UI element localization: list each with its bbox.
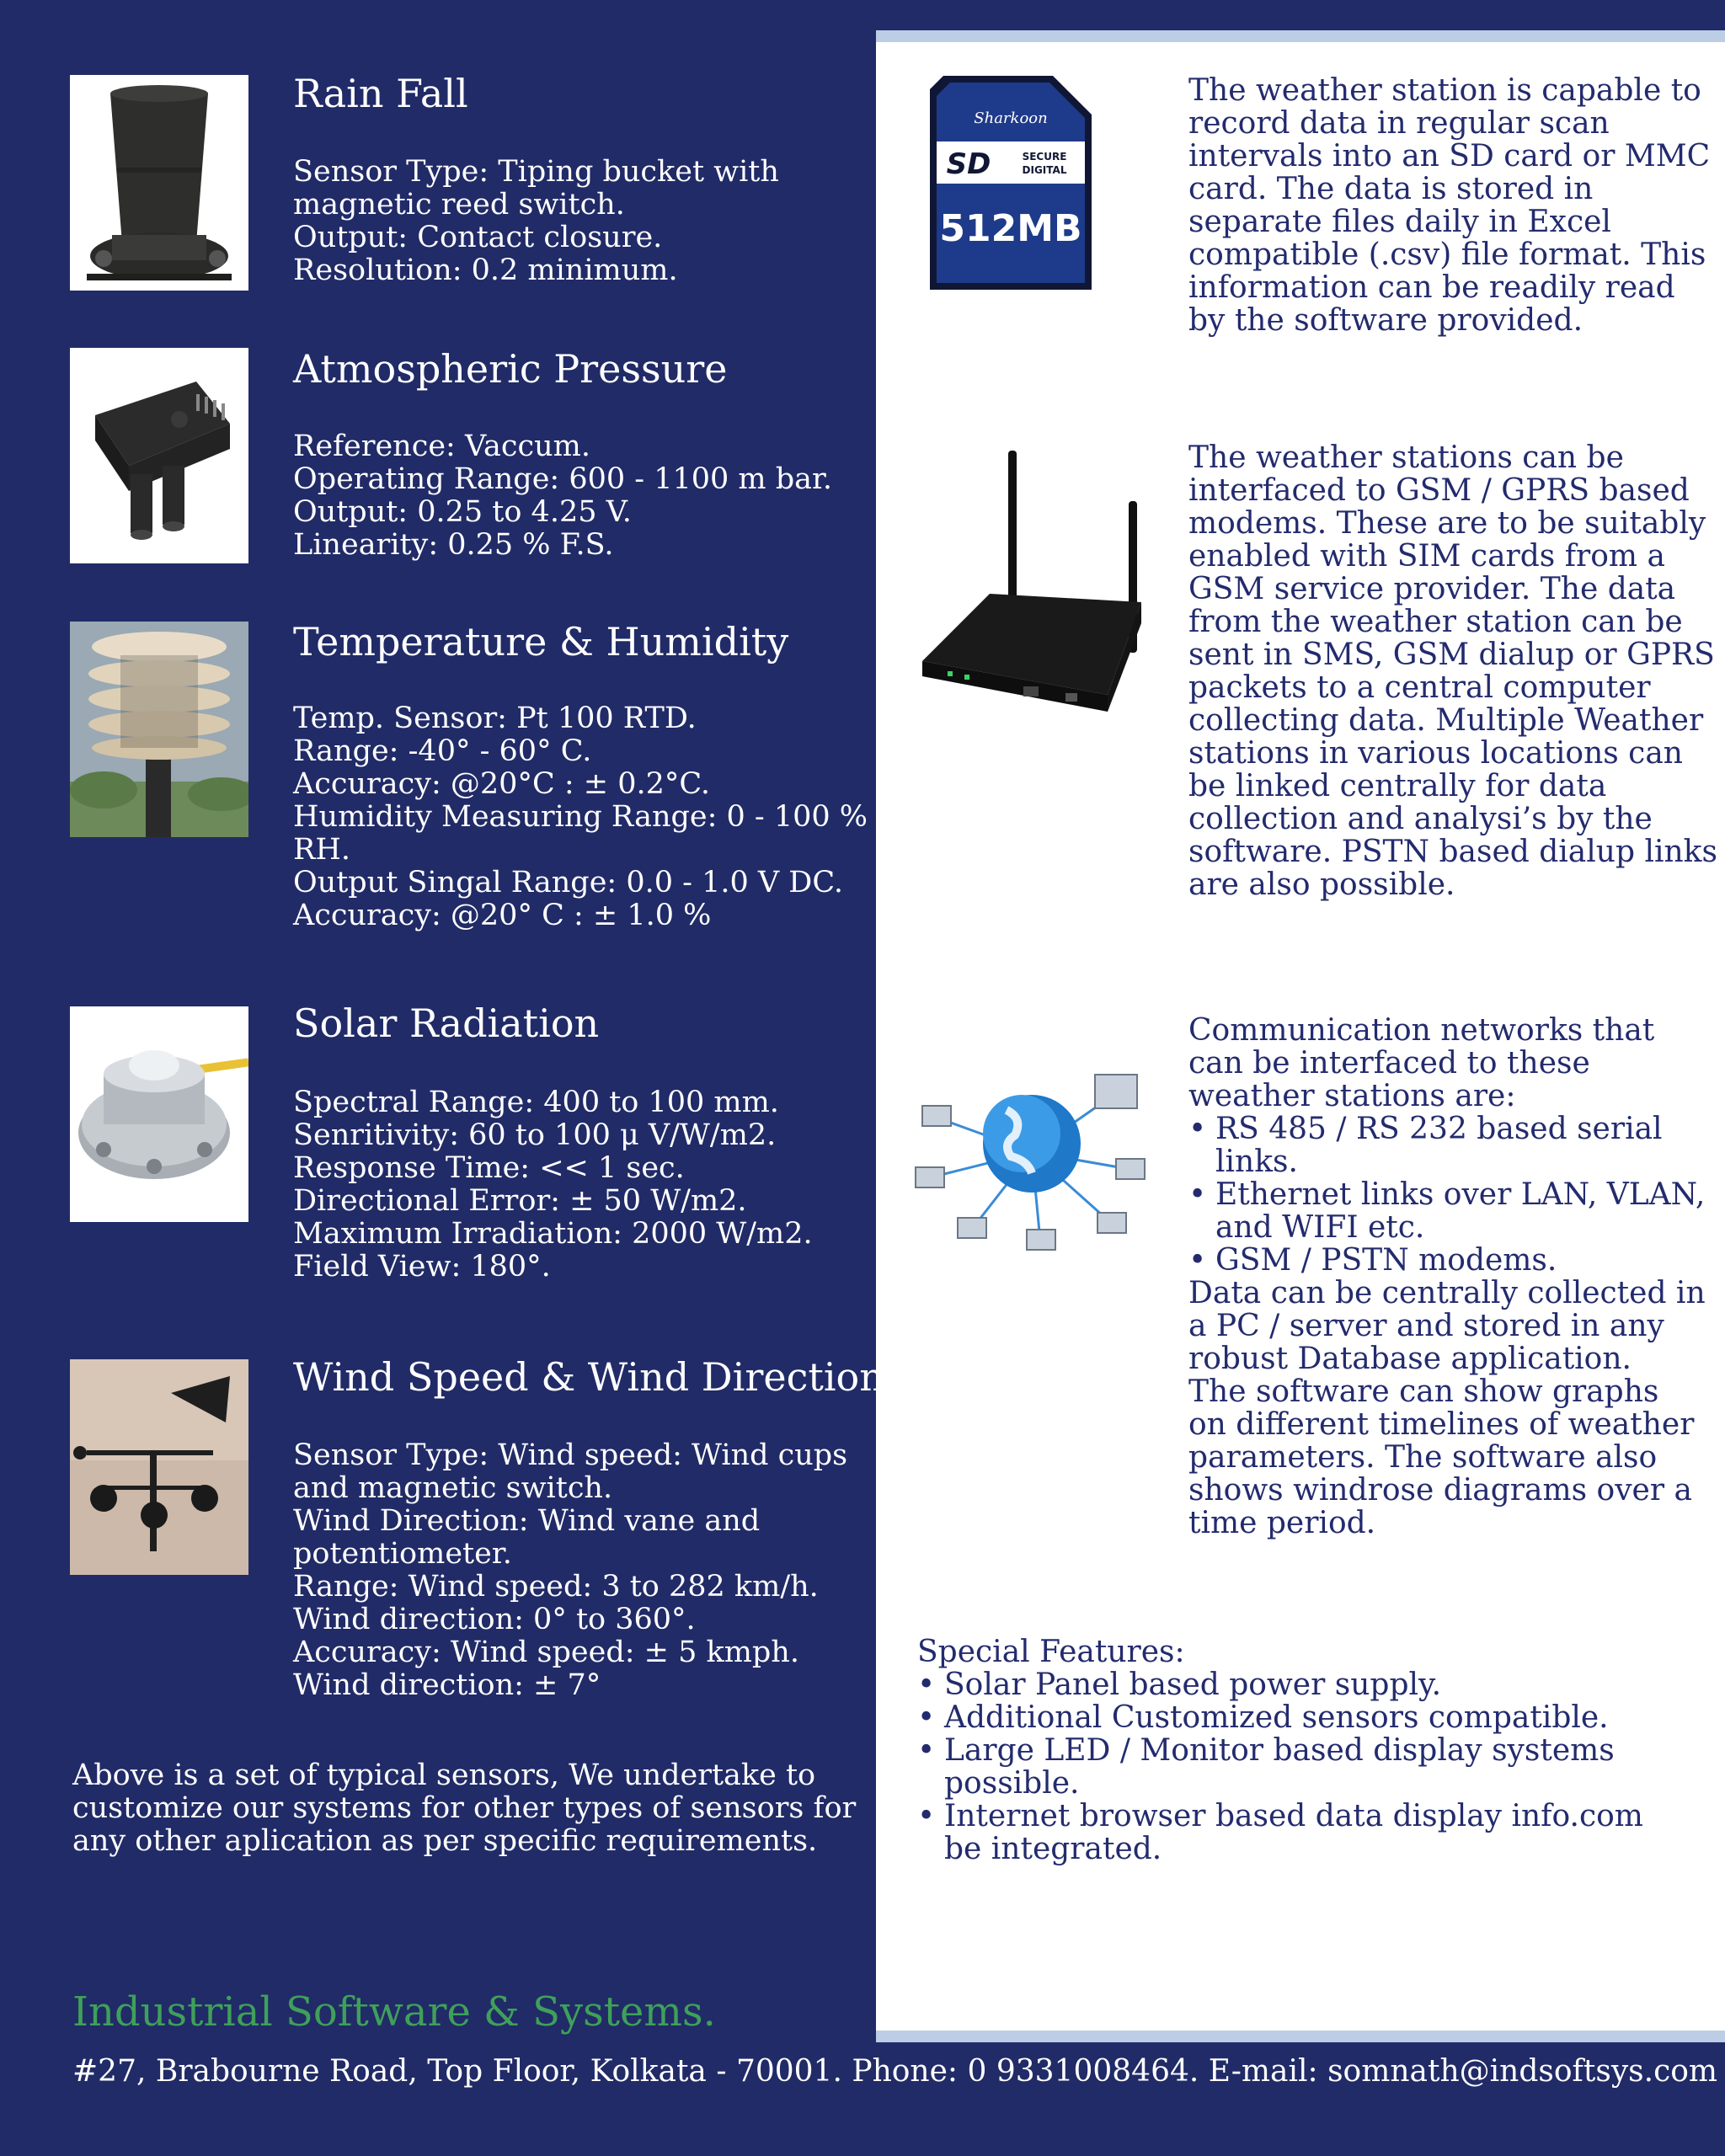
text-line: robust Database application. — [1188, 1342, 1632, 1376]
text-line: card. The data is stored in — [1188, 172, 1594, 206]
sd-logo-text: SD — [946, 147, 991, 181]
text-line: • Solar Panel based power supply. — [944, 1668, 1442, 1702]
network-description — [1188, 1013, 1706, 1540]
text-line: information can be readily read — [1188, 270, 1675, 305]
sensor-spec-line: Wind direction: ± 7° — [293, 1668, 601, 1702]
text-line: • Additional Customized sensors compatible. — [944, 1700, 1609, 1735]
modem-description — [1188, 440, 1717, 902]
text-line: • Large LED / Monitor based display systems — [944, 1733, 1615, 1768]
special-features-heading: Special Features: — [917, 1635, 1185, 1669]
network-bullet — [1188, 1113, 1677, 1178]
text-line: compatible (.csv) file format. This — [1188, 237, 1706, 272]
text-line: software. PSTN based dialup links — [1188, 835, 1717, 869]
sensor-spec-line: Senritivity: 60 to 100 μ V/W/m2. — [293, 1118, 777, 1152]
text-line: be linked centrally for data — [1188, 769, 1607, 803]
text-line: The software can show graphs — [1188, 1374, 1659, 1409]
anemometer-icon — [70, 1359, 248, 1575]
text-line: packets to a central computer — [1188, 670, 1651, 705]
feature-bullet — [917, 1800, 1675, 1865]
text-line: intervals into an SD card or MMC — [1188, 139, 1711, 173]
text-line: weather stations are: — [1188, 1079, 1516, 1113]
text-line: GSM service provider. The data — [1188, 572, 1676, 606]
sensor-spec-line: Range: -40° - 60° C. — [293, 734, 592, 768]
text-line: The weather station is capable to — [1188, 73, 1701, 108]
text-line: sent in SMS, GSM dialup or GPRS — [1188, 638, 1715, 672]
sd-card-icon — [927, 72, 1095, 293]
sensor-title: Rain Fall — [293, 71, 468, 116]
text-line: enabled with SIM cards from a — [1188, 539, 1665, 574]
company-name: Industrial Software & Systems. — [72, 1988, 716, 2036]
sensor-spec-line: Operating Range: 600 - 1100 m bar. — [293, 462, 833, 496]
text-line: stations in various locations can — [1188, 736, 1683, 771]
sensor-spec-line: magnetic reed switch. — [293, 188, 625, 221]
text-line: on different timelines of weather — [1188, 1407, 1695, 1442]
note-line: customize our systems for other types of sensors for — [72, 1791, 857, 1825]
text-line: links. — [1215, 1145, 1298, 1179]
sensor-spec-line: Wind direction: 0° to 360°. — [293, 1603, 696, 1636]
feature-bullet — [917, 1734, 1675, 1800]
sensor-description — [293, 702, 950, 932]
text-line: by the software provided. — [1188, 303, 1583, 338]
sensor-spec-line: potentiometer. — [293, 1537, 512, 1571]
sensor-description — [293, 156, 950, 287]
sensor-spec-line: Response Time: << 1 sec. — [293, 1151, 685, 1185]
text-line: • GSM / PSTN modems. — [1215, 1243, 1557, 1278]
network-bullet — [1188, 1244, 1677, 1277]
sensor-spec-line: Accuracy: @20°C : ± 0.2°C. — [293, 767, 711, 801]
sd-secure-text: SECURE — [1022, 151, 1067, 163]
text-line: • Internet browser based data display info.com — [944, 1799, 1643, 1833]
note-line: Above is a set of typical sensors, We undertake to — [72, 1758, 816, 1792]
sensor-spec-line: Sensor Type: Wind speed: Wind cups — [293, 1438, 848, 1472]
sensor-spec-line: Accuracy: Wind speed: ± 5 kmph. — [293, 1636, 799, 1669]
feature-bullet — [917, 1701, 1675, 1734]
sensor-spec-line: Maximum Irradiation: 2000 W/m2. — [293, 1217, 813, 1251]
text-line: parameters. The software also — [1188, 1440, 1658, 1475]
sensor-spec-line: RH. — [293, 833, 351, 867]
sensor-spec-line: Field View: 180°. — [293, 1250, 551, 1283]
text-line: collecting data. Multiple Weather — [1188, 703, 1704, 738]
text-line: Communication networks that — [1188, 1013, 1655, 1048]
text-line: record data in regular scan — [1188, 106, 1610, 141]
text-line: • RS 485 / RS 232 based serial — [1215, 1112, 1663, 1146]
text-line: separate files daily in Excel — [1188, 205, 1611, 239]
gsm-modem-icon — [914, 451, 1150, 720]
sensor-spec-line: Reference: Vaccum. — [293, 430, 590, 463]
text-line: The weather stations can be — [1188, 440, 1624, 475]
rain-gauge-icon — [70, 75, 248, 291]
sensor-spec-line: Humidity Measuring Range: 0 - 100 % — [293, 800, 868, 834]
text-line: time period. — [1188, 1506, 1376, 1540]
sensor-spec-line: Spectral Range: 400 to 100 mm. — [293, 1086, 779, 1119]
sd-capacity-text: 512MB — [939, 207, 1082, 250]
sd-brand-text: Sharkoon — [974, 109, 1048, 127]
sensor-spec-line: and magnetic switch. — [293, 1471, 613, 1505]
sensor-spec-line: Accuracy: @20° C : ± 1.0 % — [293, 899, 712, 932]
sensor-spec-line: Output Singal Range: 0.0 - 1.0 V DC. — [293, 866, 843, 899]
feature-bullet — [917, 1668, 1675, 1701]
sensor-title: Wind Speed & Wind Direction — [293, 1354, 884, 1400]
radiation-shield-icon — [70, 622, 248, 837]
text-line: from the weather station can be — [1188, 605, 1683, 639]
sd-card-description — [1188, 73, 1711, 338]
note-line: any other aplication as per specific requirements. — [72, 1824, 818, 1858]
sensor-spec-line: Output: 0.25 to 4.25 V. — [293, 495, 632, 529]
text-line: shows windrose diagrams over a — [1188, 1473, 1692, 1508]
sensor-title: Temperature & Humidity — [293, 619, 789, 664]
pressure-sensor-icon — [70, 348, 248, 563]
text-line: Data can be centrally collected in — [1188, 1276, 1706, 1310]
sensor-spec-line: Directional Error: ± 50 W/m2. — [293, 1184, 747, 1218]
sensor-spec-line: Output: Contact closure. — [293, 221, 663, 254]
customization-note — [72, 1758, 857, 1858]
sensor-spec-line: Linearity: 0.25 % F.S. — [293, 528, 614, 562]
text-line: • Ethernet links over LAN, VLAN, — [1215, 1177, 1706, 1212]
text-line: modems. These are to be suitably — [1188, 506, 1706, 541]
sd-digital-text: DIGITAL — [1022, 164, 1067, 176]
sensor-spec-line: Temp. Sensor: Pt 100 RTD. — [293, 702, 697, 735]
sensor-spec-line: Sensor Type: Tiping bucket with — [293, 155, 779, 189]
sensor-title: Solar Radiation — [293, 1001, 600, 1046]
sensor-spec-line: Wind Direction: Wind vane and — [293, 1504, 761, 1538]
text-line: collection and analysi’s by the — [1188, 802, 1653, 836]
text-line: possible. — [944, 1766, 1080, 1801]
text-line: interfaced to GSM / GPRS based — [1188, 473, 1690, 508]
sensor-spec-line: Resolution: 0.2 minimum. — [293, 253, 678, 287]
sensor-spec-line: Range: Wind speed: 3 to 282 km/h. — [293, 1570, 819, 1604]
sensor-description — [293, 1086, 950, 1283]
pyranometer-icon — [70, 1006, 248, 1222]
network-globe-icon — [914, 1068, 1150, 1253]
text-line: and WIFI etc. — [1215, 1210, 1425, 1245]
sensor-description — [293, 430, 950, 562]
network-bullet — [1188, 1177, 1706, 1245]
text-line: are also possible. — [1188, 867, 1455, 902]
sensor-title: Atmospheric Pressure — [293, 346, 728, 392]
sensor-description — [293, 1439, 950, 1702]
text-line: a PC / server and stored in any — [1188, 1309, 1664, 1343]
special-features — [917, 1636, 1675, 1865]
contact-address: #27, Brabourne Road, Top Floor, Kolkata - 70001. Phone: 0 9331008464. E-mail: somnath@indsoftsys.com — [72, 2054, 1718, 2089]
text-line: be integrated. — [944, 1832, 1162, 1866]
text-line: can be interfaced to these — [1188, 1046, 1590, 1081]
